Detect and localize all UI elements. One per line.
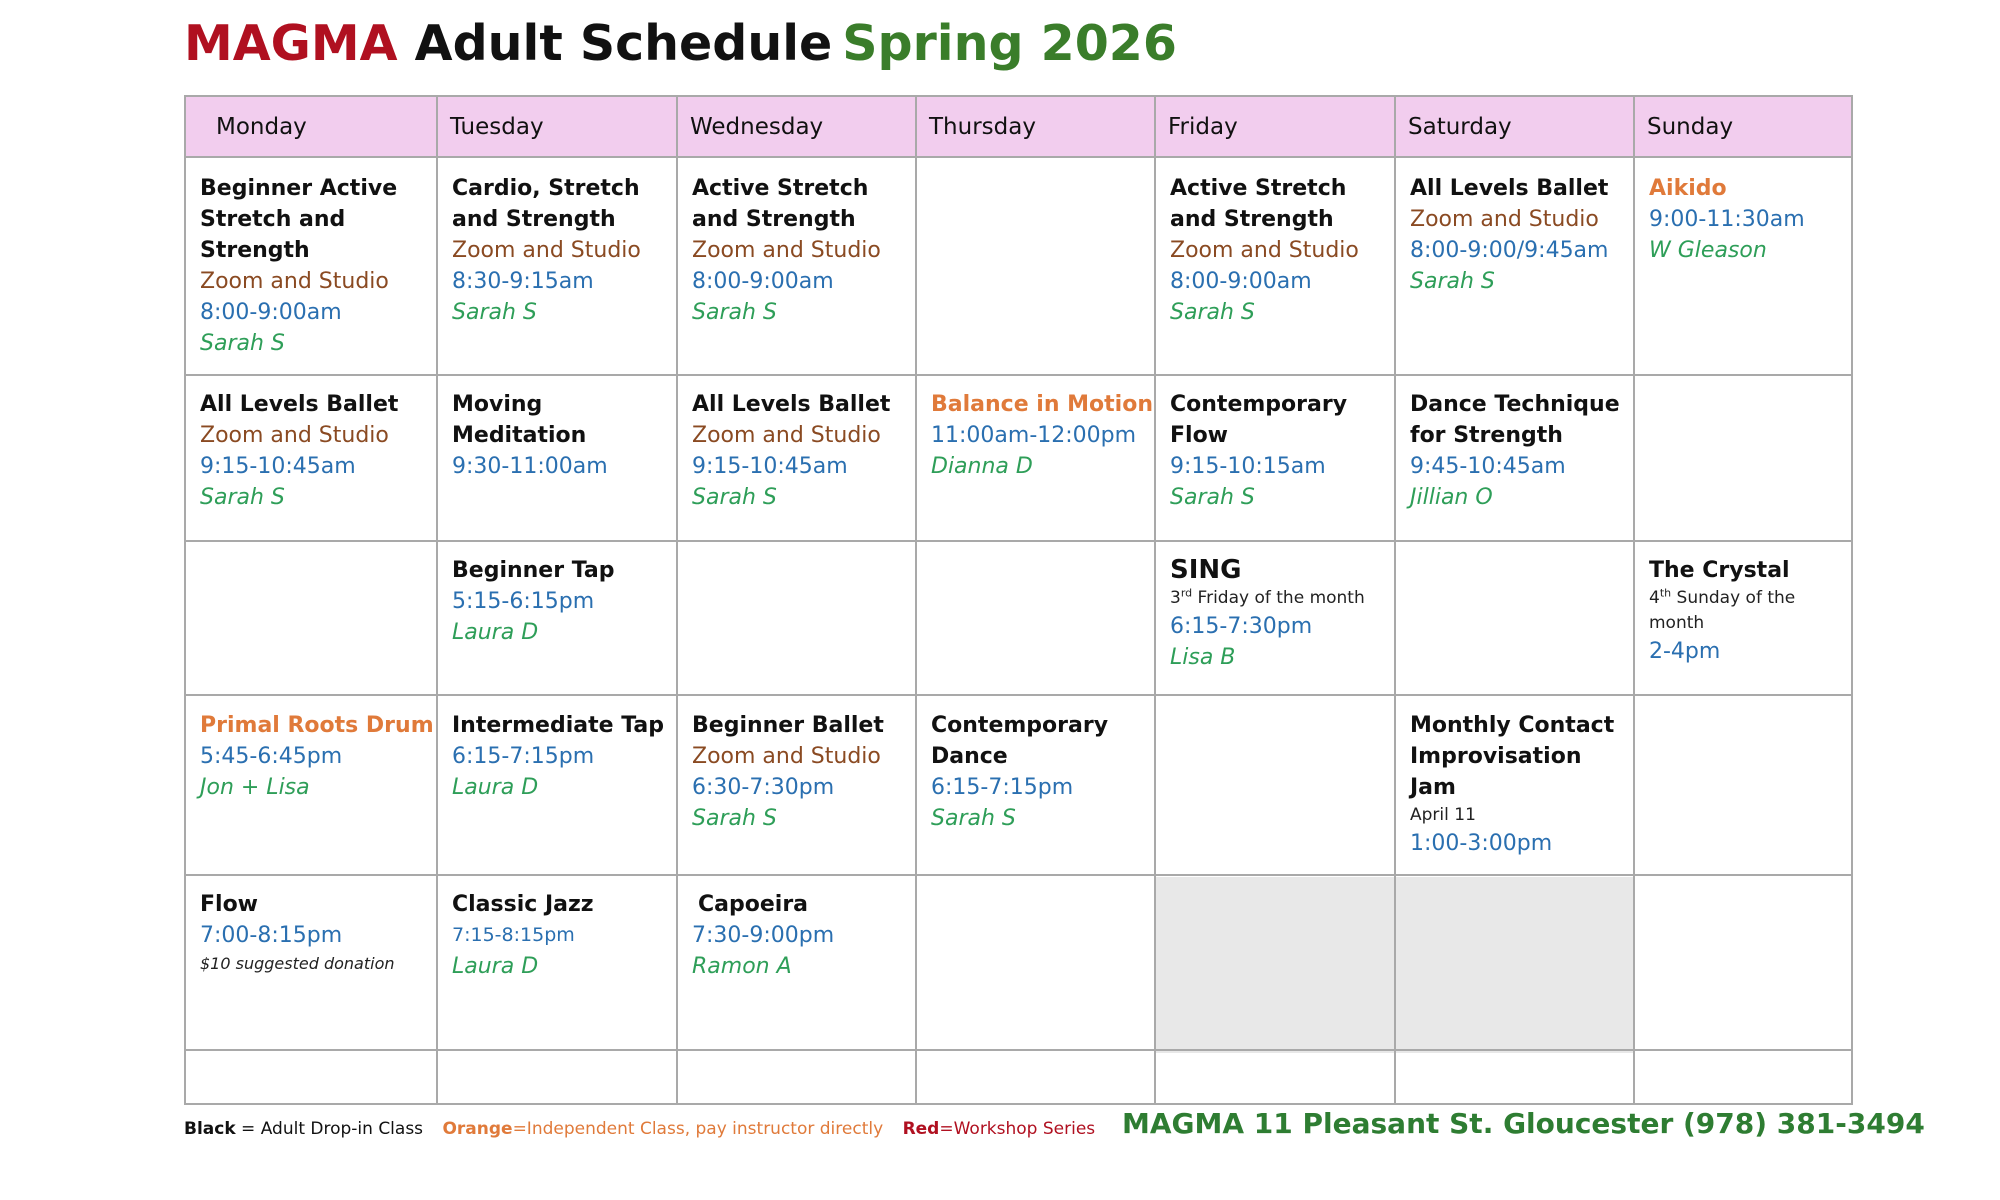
class-time: 9:00-11:30am xyxy=(1649,207,1805,232)
class-name: Beginner Active Stretch and Strength xyxy=(200,176,398,263)
class-cell-thursday-contemporary-dance xyxy=(931,710,1131,834)
class-note xyxy=(1170,586,1392,611)
class-name: Flow xyxy=(200,892,259,917)
class-cell-saturday-contact-improv-jam xyxy=(1410,710,1625,859)
class-instructor: Lisa B xyxy=(1170,645,1236,670)
class-instructor: W Gleason xyxy=(1649,238,1767,263)
class-cell-tuesday-cardio xyxy=(452,173,667,328)
class-time: 6:30-7:30pm xyxy=(692,775,835,800)
class-name: Balance in Motion xyxy=(931,392,1153,417)
class-instructor: Ramon A xyxy=(692,954,792,979)
class-instructor: Sarah S xyxy=(931,806,1016,831)
legend-orange-key: Orange xyxy=(442,1119,513,1139)
class-cell-wednesday-all-levels-ballet xyxy=(692,389,912,513)
class-location: Zoom and Studio xyxy=(692,423,881,448)
legend-orange xyxy=(442,1119,883,1139)
class-time: 1:00-3:00pm xyxy=(1410,831,1553,856)
grid-line xyxy=(186,874,1851,876)
class-cell-tuesday-classic-jazz xyxy=(452,889,667,982)
class-note-text: Friday of the month xyxy=(1197,588,1365,608)
class-instructor: Laura D xyxy=(452,620,539,645)
class-cell-monday-primal-roots-drum xyxy=(200,710,434,803)
class-name: Active Stretch and Strength xyxy=(1170,176,1347,232)
class-instructor: Sarah S xyxy=(692,300,777,325)
class-location: Zoom and Studio xyxy=(452,238,641,263)
class-instructor: Sarah S xyxy=(452,300,537,325)
class-time: 2-4pm xyxy=(1649,639,1721,664)
class-instructor: Sarah S xyxy=(692,806,777,831)
class-name: SING xyxy=(1170,555,1242,585)
class-name: Intermediate Tap xyxy=(452,713,664,738)
legend-black-text: = Adult Drop-in Class xyxy=(241,1119,424,1139)
class-name: Classic Jazz xyxy=(452,892,594,917)
class-instructor: Sarah S xyxy=(692,485,777,510)
class-cell-saturday-all-levels-ballet xyxy=(1410,173,1635,297)
class-cell-sunday-the-crystal xyxy=(1649,555,1849,667)
class-time: 8:00-9:00am xyxy=(200,300,342,325)
class-time: 8:00-9:00am xyxy=(692,269,834,294)
class-instructor: Laura D xyxy=(452,775,539,800)
class-name: Active Stretch and Strength xyxy=(692,176,869,232)
title-magma: MAGMA xyxy=(184,15,398,72)
class-note-text: Sunday of the xyxy=(1676,588,1796,608)
class-cell-sunday-aikido xyxy=(1649,173,1849,266)
class-instructor: Sarah S xyxy=(200,485,285,510)
class-name: Dance Technique for Strength xyxy=(1410,392,1620,448)
legend-red-text: =Workshop Series xyxy=(939,1119,1096,1139)
class-name: Beginner Ballet xyxy=(692,713,884,738)
class-note: April 11 xyxy=(1410,805,1476,825)
class-time: 7:15-8:15pm xyxy=(452,924,575,946)
class-time: 9:45-10:45am xyxy=(1410,454,1566,479)
grid-line xyxy=(915,97,917,1103)
class-location: Zoom and Studio xyxy=(1410,207,1599,232)
class-name: Monthly Contact Improvisation Jam xyxy=(1410,713,1615,800)
class-cell-tuesday-beginner-tap xyxy=(452,555,667,648)
legend-red xyxy=(903,1119,1096,1139)
legend-orange-text: =Independent Class, pay instructor directly xyxy=(512,1119,884,1139)
class-name: All Levels Ballet xyxy=(692,392,891,417)
class-name: Capoeira xyxy=(698,892,809,917)
day-header-tuesday: Tuesday xyxy=(450,114,544,140)
class-instructor: Laura D xyxy=(452,954,539,979)
class-cell-thursday-balance-in-motion xyxy=(931,389,1153,482)
class-name: Cardio, Stretch and Strength xyxy=(452,176,640,232)
class-time: 9:15-10:45am xyxy=(200,454,356,479)
class-time: 9:15-10:15am xyxy=(1170,454,1326,479)
class-time: 5:45-6:45pm xyxy=(200,744,343,769)
class-cell-saturday-dance-technique xyxy=(1410,389,1625,513)
grid-line xyxy=(186,374,1851,376)
class-cell-friday-contemporary-flow xyxy=(1170,389,1370,513)
day-header-wednesday: Wednesday xyxy=(690,114,824,140)
class-note-number: 3 xyxy=(1170,588,1181,608)
class-instructor: Jillian O xyxy=(1410,485,1493,510)
class-note: $10 suggested donation xyxy=(200,954,395,973)
day-header-saturday: Saturday xyxy=(1408,114,1512,140)
class-name: Beginner Tap xyxy=(452,558,615,583)
page-title xyxy=(184,12,1177,76)
class-cell-friday-sing xyxy=(1170,555,1392,673)
class-note-suffix: th xyxy=(1659,586,1672,600)
title-adult-schedule: Adult Schedule xyxy=(414,15,833,72)
class-cell-tuesday-moving-meditation xyxy=(452,389,622,482)
class-cell-monday-all-levels-ballet xyxy=(200,389,430,513)
class-location: Zoom and Studio xyxy=(692,238,881,263)
day-header-friday: Friday xyxy=(1168,114,1238,140)
day-header-sunday: Sunday xyxy=(1647,114,1734,140)
class-name: Moving Meditation xyxy=(452,392,587,448)
grid-line xyxy=(186,540,1851,542)
class-cell-wednesday-beginner-ballet xyxy=(692,710,912,834)
class-time: 9:15-10:45am xyxy=(692,454,848,479)
legend-red-key: Red xyxy=(902,1119,940,1139)
grid-line xyxy=(186,1049,1851,1051)
shaded-cell-saturday xyxy=(1394,877,1634,1053)
class-note-number: 4 xyxy=(1649,588,1660,608)
class-location: Zoom and Studio xyxy=(200,269,389,294)
legend-black-key: Black xyxy=(184,1119,236,1139)
grid-line xyxy=(186,694,1851,696)
class-name: Contemporary Flow xyxy=(1170,392,1348,448)
class-instructor: Jon + Lisa xyxy=(200,775,310,800)
class-note-suffix: rd xyxy=(1180,586,1193,600)
class-name: The Crystal xyxy=(1649,558,1790,583)
class-cell-wednesday-capoeira xyxy=(692,889,907,982)
class-instructor: Sarah S xyxy=(1170,300,1255,325)
grid-line xyxy=(676,97,678,1103)
class-name: All Levels Ballet xyxy=(1410,176,1609,201)
class-instructor: Dianna D xyxy=(931,454,1033,479)
class-time: 8:00-9:00/9:45am xyxy=(1410,238,1609,263)
class-instructor: Sarah S xyxy=(1410,269,1495,294)
grid-line xyxy=(1154,97,1156,1103)
class-time: 5:15-6:15pm xyxy=(452,589,595,614)
class-location: Zoom and Studio xyxy=(200,423,389,448)
schedule-grid xyxy=(184,95,1853,1105)
grid-line xyxy=(436,97,438,1103)
class-name: Contemporary Dance xyxy=(931,713,1109,769)
class-cell-wednesday-active-stretch xyxy=(692,173,892,328)
class-cell-monday-beginner-active-stretch xyxy=(200,173,430,359)
class-location: Zoom and Studio xyxy=(692,744,881,769)
shaded-cell-friday xyxy=(1154,877,1394,1053)
legend-black xyxy=(184,1119,423,1139)
class-time: 11:00am-12:00pm xyxy=(931,423,1137,448)
day-header-monday: Monday xyxy=(216,114,307,140)
class-time: 8:30-9:15am xyxy=(452,269,594,294)
class-name: All Levels Ballet xyxy=(200,392,399,417)
class-note xyxy=(1649,586,1849,611)
title-season: Spring 2026 xyxy=(842,15,1177,72)
day-header-thursday: Thursday xyxy=(929,114,1036,140)
class-instructor: Sarah S xyxy=(200,331,285,356)
class-time: 8:00-9:00am xyxy=(1170,269,1312,294)
class-cell-monday-flow xyxy=(200,889,434,977)
class-time: 7:30-9:00pm xyxy=(692,923,835,948)
color-legend xyxy=(184,1119,1095,1139)
grid-line xyxy=(1394,97,1396,1103)
class-name: Primal Roots Drum xyxy=(200,713,434,738)
class-time: 6:15-7:15pm xyxy=(452,744,595,769)
class-name: Aikido xyxy=(1649,176,1727,201)
class-time: 7:00-8:15pm xyxy=(200,923,343,948)
class-location: Zoom and Studio xyxy=(1170,238,1359,263)
class-time: 9:30-11:00am xyxy=(452,454,608,479)
class-cell-friday-active-stretch xyxy=(1170,173,1370,328)
class-cell-tuesday-intermediate-tap xyxy=(452,710,674,803)
class-note-line2: month xyxy=(1649,613,1705,633)
studio-address: MAGMA 11 Pleasant St. Gloucester (978) 381-3494 xyxy=(1122,1107,1925,1140)
class-instructor: Sarah S xyxy=(1170,485,1255,510)
class-time: 6:15-7:30pm xyxy=(1170,614,1313,639)
class-time: 6:15-7:15pm xyxy=(931,775,1074,800)
